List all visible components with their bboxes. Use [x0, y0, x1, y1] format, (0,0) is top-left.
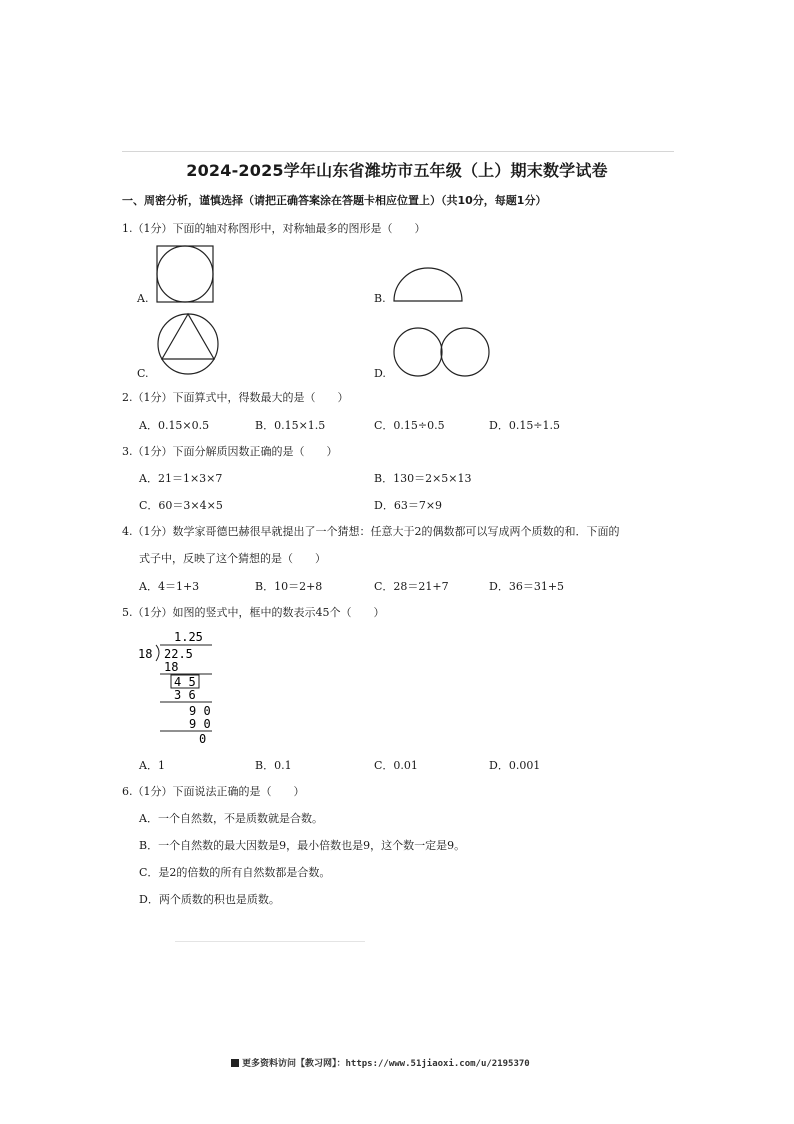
- footer-text: 更多资料访问【教习网】：https://www.51jiaoxi.com/u/2195370: [242, 1059, 530, 1069]
- question-1-stem: 1.（1分）下面的轴对称图形中，对称轴最多的图形是（ ）: [122, 222, 426, 235]
- division-step-4: 9 0: [189, 717, 211, 731]
- q5-option-a: A．1: [139, 759, 165, 772]
- q4-option-b: B．10＝2+8: [255, 580, 323, 593]
- long-division-figure: [134, 626, 224, 748]
- q1-label-d: D.: [374, 367, 386, 380]
- q6-option-d: D．两个质数的积也是质数。: [139, 893, 280, 906]
- division-step-3: 9 0: [189, 704, 211, 718]
- division-divisor: 18: [138, 647, 153, 661]
- division-quotient: 1.25: [174, 630, 203, 644]
- q4-option-a: A．4＝1+3: [139, 580, 200, 593]
- q3-option-a: A．21＝1×3×7: [139, 472, 223, 485]
- division-step-2: 3 6: [174, 688, 196, 702]
- question-4-stem-line2: 式子中，反映了这个猜想的是（ ）: [139, 552, 326, 565]
- question-5-stem: 5.（1分）如图的竖式中，框中的数表示45个（ ）: [122, 606, 385, 619]
- exam-title: 2024-2025学年山东省潍坊市五年级（上）期末数学试卷: [186, 161, 608, 180]
- q2-option-b: B．0.15×1.5: [255, 419, 326, 432]
- q1-label-a: A.: [137, 292, 149, 305]
- division-remainder: 0: [199, 732, 207, 746]
- q5-option-c: C．0.01: [374, 759, 418, 772]
- q6-option-a: A．一个自然数，不是质数就是合数。: [139, 812, 323, 825]
- semicircle-figure: [392, 266, 464, 304]
- q6-option-c: C．是2的倍数的所有自然数都是合数。: [139, 866, 331, 879]
- footer-link[interactable]: [231, 1056, 530, 1069]
- header-divider: [122, 151, 674, 152]
- q5-option-d: D．0.001: [489, 759, 541, 772]
- division-boxed-value: 4 5: [174, 675, 196, 689]
- division-dividend: 22.5: [164, 647, 193, 661]
- q4-option-c: C．28＝21+7: [374, 580, 449, 593]
- section-heading: 一、周密分析，谨慎选择（请把正确答案涂在答题卡相应位置上）（共10分，每题1分）: [122, 194, 547, 207]
- footer-divider: [175, 941, 365, 942]
- q3-option-b: B．130＝2×5×13: [374, 472, 472, 485]
- question-4-stem-line1: 4.（1分）数学家哥德巴赫很早就提出了一个猜想：任意大于2的偶数都可以写成两个质数的和．下面的: [122, 525, 620, 538]
- question-3-stem: 3.（1分）下面分解质因数正确的是（ ）: [122, 445, 338, 458]
- q2-option-d: D．0.15÷1.5: [489, 419, 561, 432]
- two-circles-figure: [392, 325, 492, 379]
- q3-option-c: C．60＝3×4×5: [139, 499, 223, 512]
- q1-label-b: B.: [374, 292, 386, 305]
- question-2-stem: 2.（1分）下面算式中，得数最大的是（ ）: [122, 391, 349, 404]
- question-6-stem: 6.（1分）下面说法正确的是（ ）: [122, 785, 305, 798]
- circle-with-triangle-figure: [155, 311, 221, 377]
- q2-option-c: C．0.15÷0.5: [374, 419, 445, 432]
- division-step-1: 18: [164, 660, 179, 674]
- q2-option-a: A．0.15×0.5: [139, 419, 210, 432]
- q4-option-d: D．36＝31+5: [489, 580, 565, 593]
- q3-option-d: D．63＝7×9: [374, 499, 443, 512]
- q1-label-c: C.: [137, 367, 149, 380]
- square-with-circle-figure: [155, 244, 217, 304]
- flag-icon: [231, 1059, 239, 1067]
- q5-option-b: B．0.1: [255, 759, 292, 772]
- q6-option-b: B．一个自然数的最大因数是9，最小倍数也是9，这个数一定是9。: [139, 839, 466, 852]
